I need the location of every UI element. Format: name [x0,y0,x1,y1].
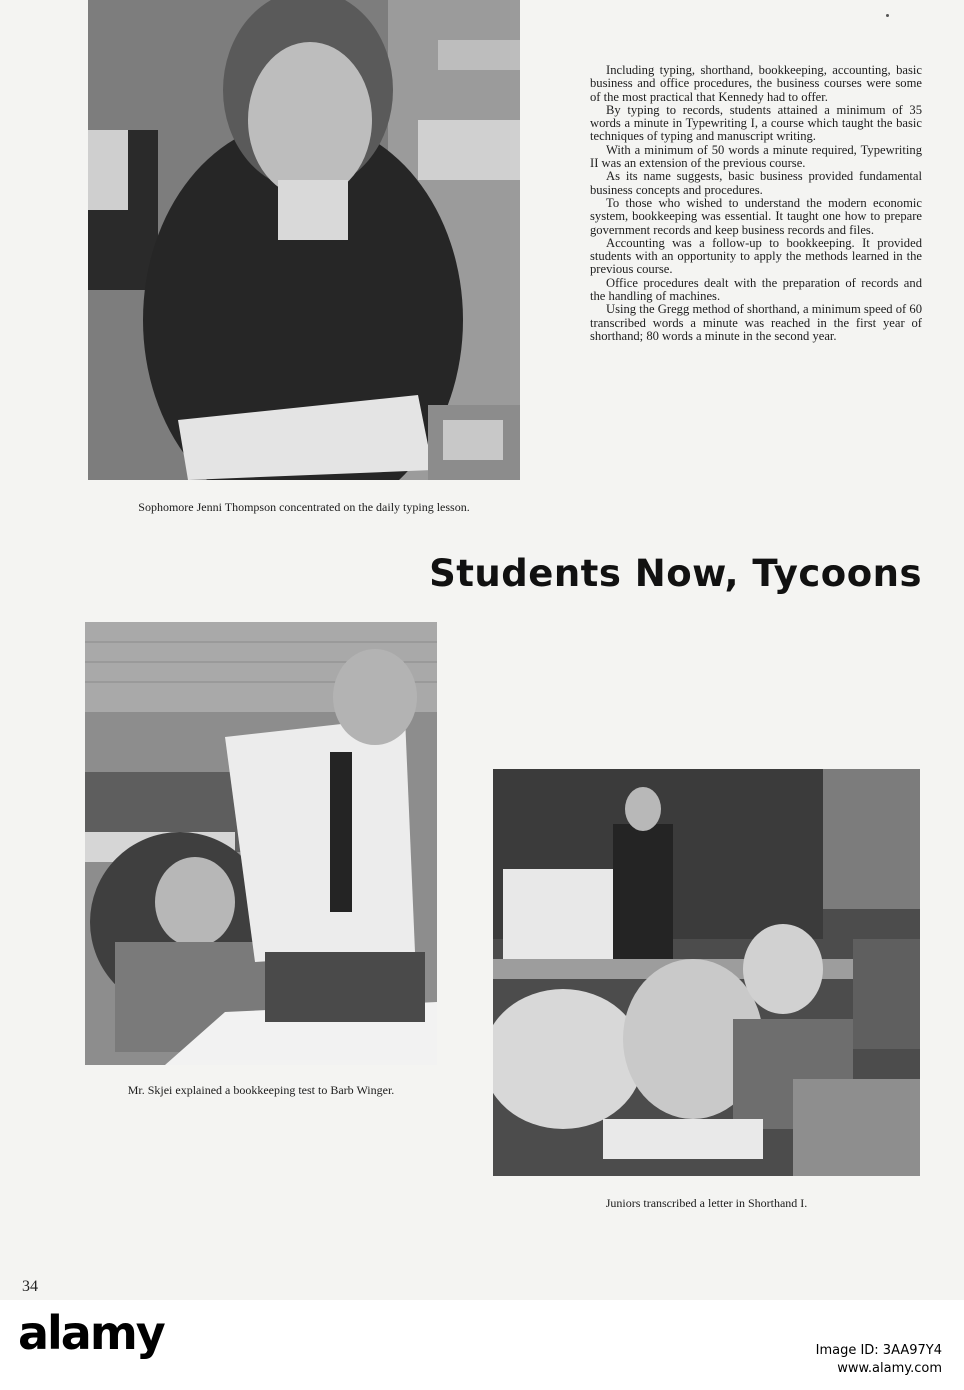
photo-bookkeeping [85,622,437,1065]
body-paragraph: With a minimum of 50 words a minute required, Typewriting II was an extension of the previous course. [590,142,922,171]
image-id-label: Image ID: 3AA97Y4 [815,1343,942,1358]
body-paragraph: By typing to records, students attained a minimum of 35 words a minute in Typewriting I, a course which taught the basic techniques of typing and manuscript writing. [590,102,922,144]
alamy-logo: alamy [18,1306,164,1360]
print-speck [886,14,889,17]
caption-typing-photo: Sophomore Jenni Thompson concentrated on the daily typing lesson. [138,500,470,514]
alamy-url: www.alamy.com [837,1361,942,1376]
body-paragraph: Using the Gregg method of shorthand, a minimum speed of 60 transcribed words a minute was reached in the first year of shorthand; 80 words a minute in the second year. [590,302,922,343]
body-paragraph: Including typing, shorthand, bookkeeping, accounting, basic business and office procedures, the business courses were some of the most practical that Kennedy had to offer. [590,63,922,104]
body-paragraph: Accounting was a follow-up to bookkeeping. It provided students with an opportunity to apply the methods learned in the previous course. [590,235,922,277]
caption-bookkeeping-photo: Mr. Skjei explained a bookkeeping test to Barb Winger. [127,1083,395,1097]
body-paragraph: To those who wished to understand the modern economic system, bookkeeping was essential. It taught one how to prepare government records and keep business records and files. [590,195,922,237]
body-paragraph: Office procedures dealt with the preparation of records and the handling of machines. [590,275,922,304]
photo-shorthand-class [493,769,920,1176]
caption-shorthand-photo: Juniors transcribed a letter in Shorthand I. [605,1196,808,1210]
page-headline: Students Now, Tycoons [429,552,922,595]
body-paragraph: As its name suggests, basic business provided fundamental business concepts and procedures. [590,169,922,197]
photo-typing-student [88,0,520,480]
article-body [590,64,922,343]
page-number: 34 [22,1278,38,1295]
